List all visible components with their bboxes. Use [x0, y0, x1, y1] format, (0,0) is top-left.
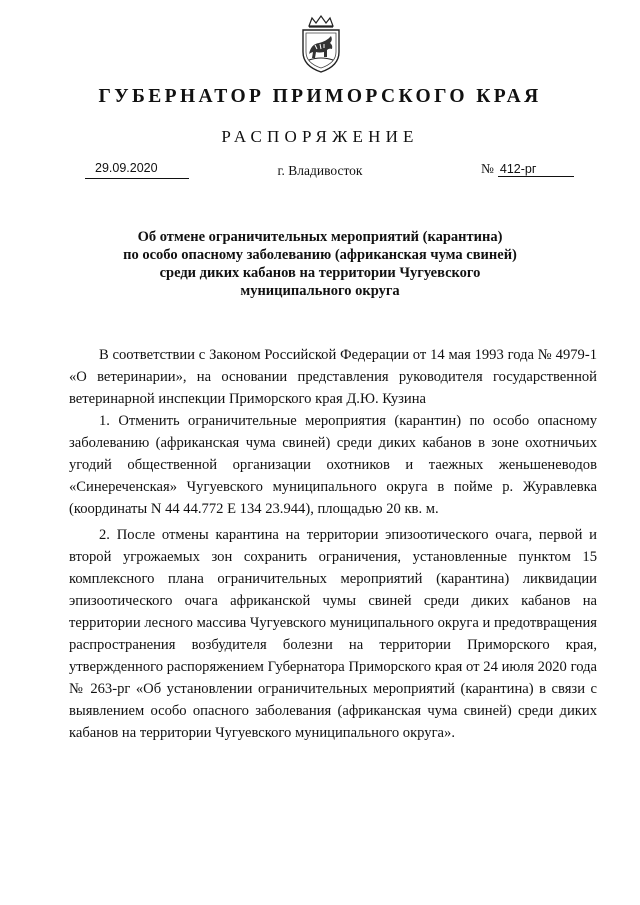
- number-sign: №: [481, 161, 494, 176]
- document-number-field: [481, 161, 574, 177]
- preamble-paragraph: В соответствии с Законом Российской Федерации от 14 мая 1993 года № 4979-1 «О ветеринарии», на основании представления руководителя государственной ветеринарной инспекции Приморского края Д.Ю. Кузина: [69, 347, 597, 407]
- subject-line: по особо опасному заболеванию (африканская чума свиней): [123, 247, 517, 263]
- document-number: 412-рг: [498, 162, 574, 177]
- item-2-paragraph: 2. После отмены карантина на территории эпизоотического очага, первой и второй угрожаемых зон сохранить ограничения, установленные пунктом 15 комплексного плана ограничительных мероприятий (карантина) ликвидации эпизоотического очага африканской чумы свиней среди диких кабанов на территории лесного массива Чугуевского муниципального округа и предотвращения распространения возбудителя болезни на территории Приморского края, утвержденного распоряжением Губернатора Приморского края от 24 июля 2020 года № 263-рг «Об установлении ограничительных мероприятий (карантина) в связи с выявлением особо опасного заболевания (африканская чума свиней) среди диких кабанов на территории Чугуевского муниципального округа».: [69, 527, 597, 741]
- coat-of-arms-icon: [297, 14, 345, 74]
- issuing-authority-heading: ГУБЕРНАТОР ПРИМОРСКОГО КРАЯ: [98, 86, 542, 107]
- subject-line: муниципального округа: [240, 283, 400, 299]
- document-body: [69, 344, 597, 744]
- document-date: 29.09.2020: [95, 161, 158, 175]
- subject-line: Об отмене ограничительных мероприятий (карантина): [137, 229, 503, 245]
- document-subject: [110, 228, 530, 300]
- issue-place: г. Владивосток: [277, 163, 363, 178]
- document-type-heading: РАСПОРЯЖЕНИЕ: [221, 127, 419, 146]
- item-1-paragraph: 1. Отменить ограничительные мероприятия (карантин) по особо опасному заболеванию (африканская чума свиней) среди диких кабанов в зоне охотничьих угодий общественной организации охотников и таежных женьшеневодов «Синереченская» Чугуевского муниципального округа в пойме р. Журавлевка (координаты N 44 44.772 E 134 23.944), площадью 20 кв. м.: [69, 413, 597, 517]
- subject-line: среди диких кабанов на территории Чугуевского: [159, 265, 481, 281]
